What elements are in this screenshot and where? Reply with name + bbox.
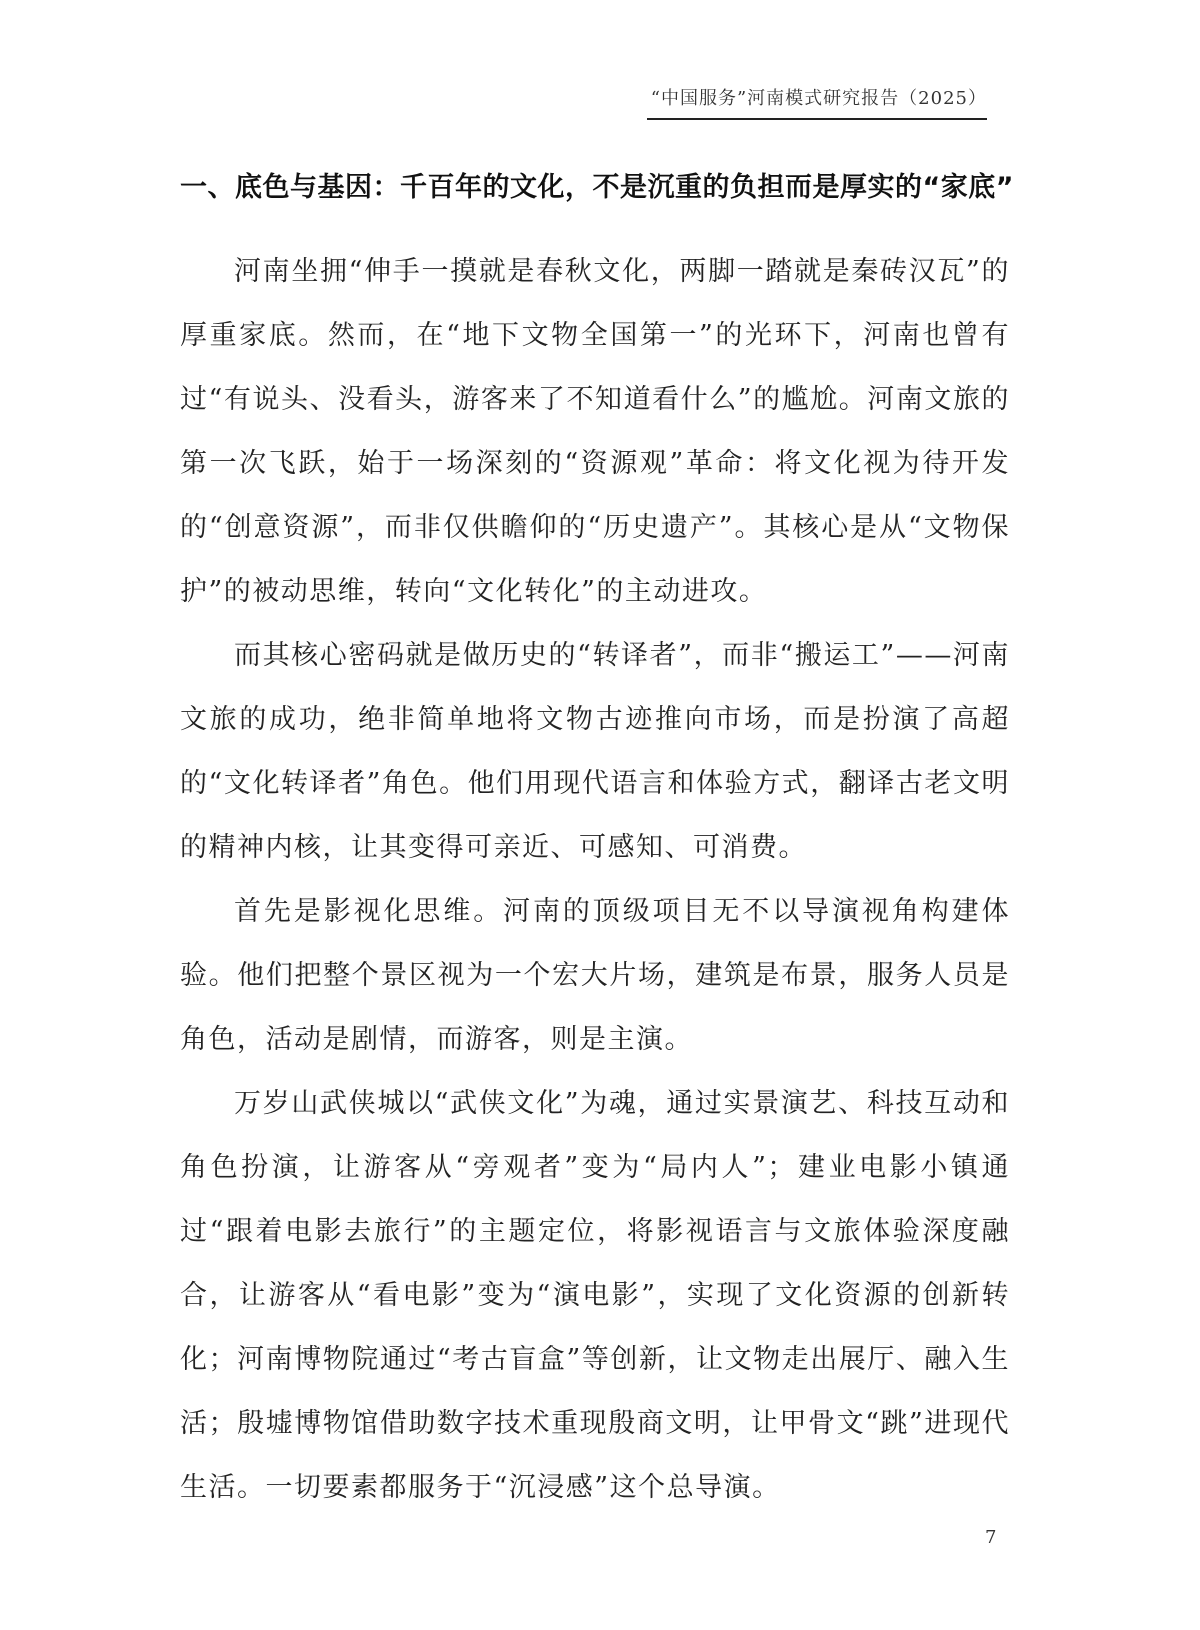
paragraph-4: 万岁山武侠城以“武侠文化”为魂，通过实景演艺、科技互动和角色扮演，让游客从“旁观者”变为“局内人”；建业电影小镇通过“跟着电影去旅行”的主题定位，将影视语言与文旅体验深度融合，让游客从“看电影”变为“演电影”，实现了文化资源的创新转化；河南博物院通过“考古盲盒”等创新，让文物走出展厅、融入生活；殷墟博物馆借助数字技术重现殷商文明，让甲骨文“跳”进现代生活。一切要素都服务于“沉浸感”这个总导演。 bbox=[180, 1088, 1010, 1503]
paragraph-2: 而其核心密码就是做历史的“转译者”，而非“搬运工”——河南文旅的成功，绝非简单地将文物古迹推向市场，而是扮演了高超的“文化转译者”角色。他们用现代语言和体验方式，翻译古老文明的精神内核，让其变得可亲近、可感知、可消费。 bbox=[180, 640, 1010, 863]
paragraph-1: 河南坐拥“伸手一摸就是春秋文化，两脚一踏就是秦砖汉瓦”的厚重家底。然而，在“地下文物全国第一”的光环下，河南也曾有过“有说头、没看头，游客来了不知道看什么”的尴尬。河南文旅的第一次飞跃，始于一场深刻的“资源观”革命：将文化视为待开发的“创意资源”，而非仅供瞻仰的“历史遗产”。其核心是从“文物保护”的被动思维，转向“文化转化”的主动进攻。 bbox=[180, 256, 1010, 607]
body-text bbox=[180, 240, 1010, 1520]
running-header: “中国服务”河南模式研究报告（2025） bbox=[647, 84, 987, 120]
paragraph-3: 首先是影视化思维。河南的顶级项目无不以导演视角构建体验。他们把整个景区视为一个宏大片场，建筑是布景，服务人员是角色，活动是剧情，而游客，则是主演。 bbox=[180, 896, 1010, 1055]
page-number: 7 bbox=[985, 1527, 997, 1548]
section-title: 一、底色与基因：千百年的文化，不是沉重的负担而是厚实的“家底” bbox=[180, 172, 1014, 203]
